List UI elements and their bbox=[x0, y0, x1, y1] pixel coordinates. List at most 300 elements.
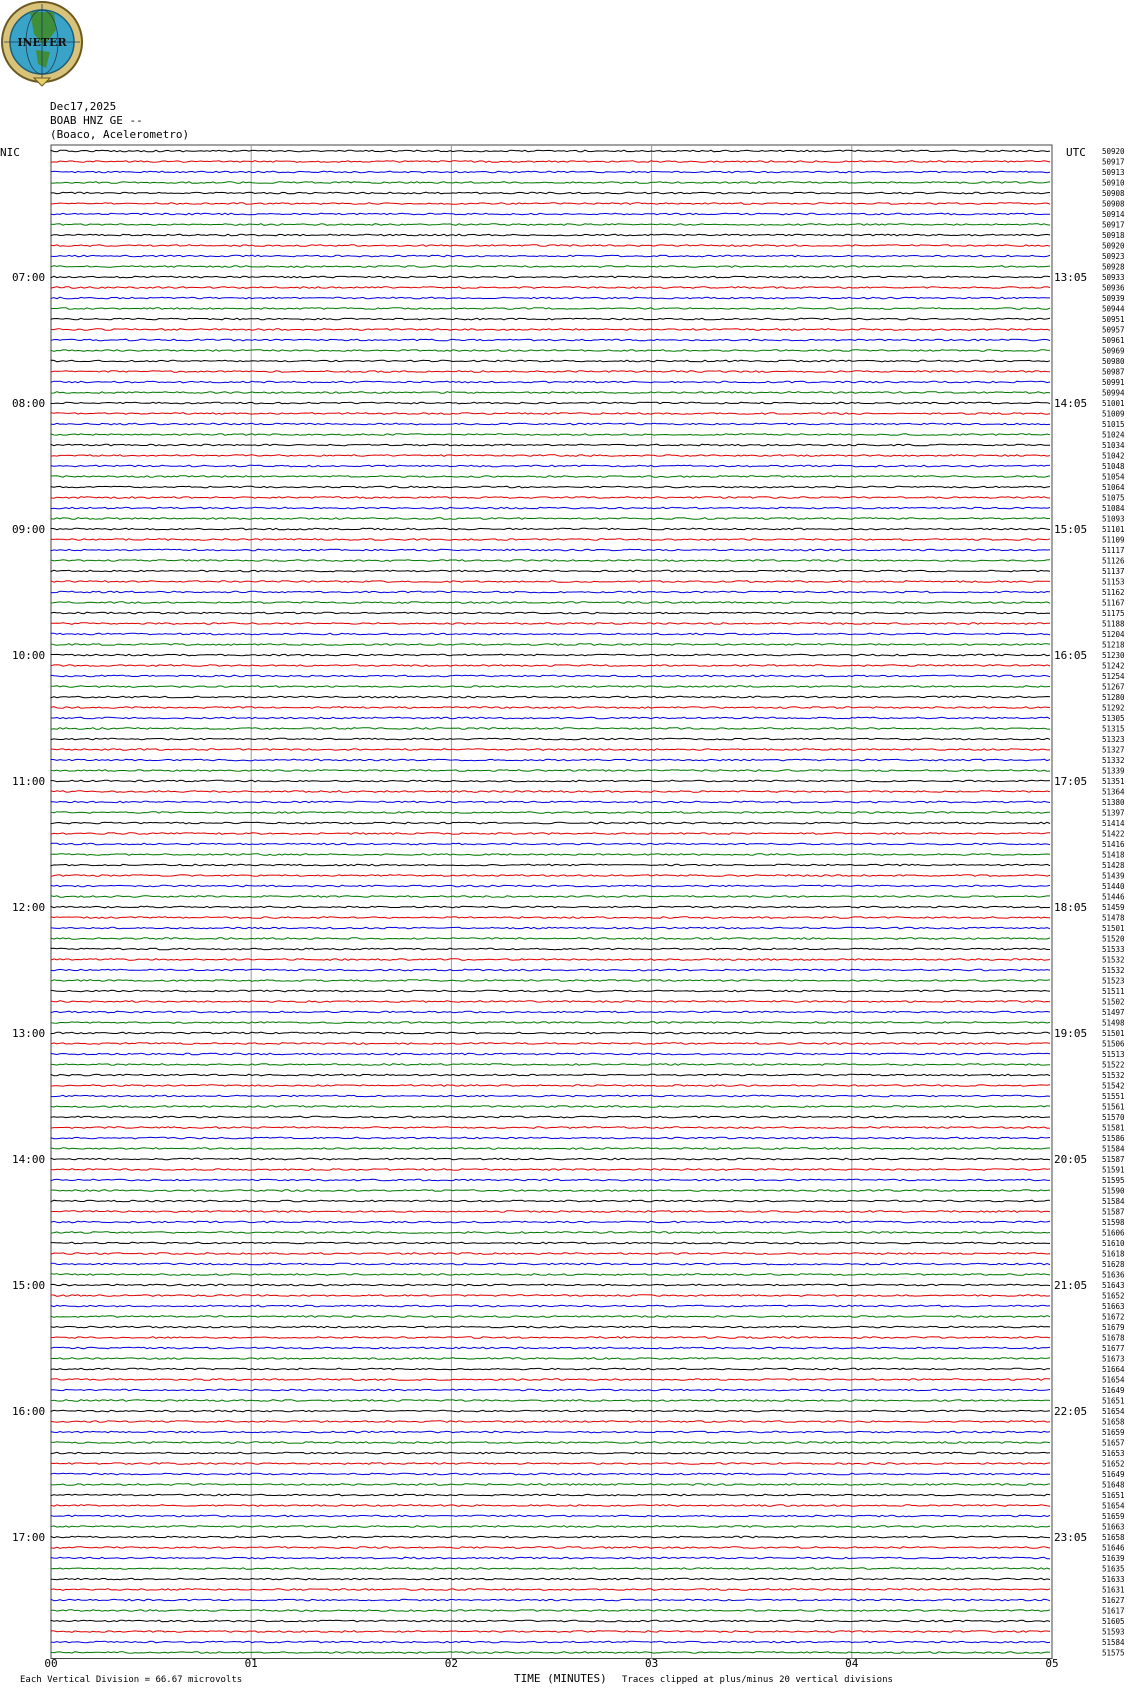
seismic-trace bbox=[51, 791, 1050, 793]
trace-offset-label: 51042 bbox=[1102, 451, 1125, 461]
seismic-trace bbox=[51, 1505, 1050, 1507]
trace-offset-label: 51551 bbox=[1102, 1092, 1125, 1101]
station-location: (Boaco, Acelerometro) bbox=[50, 128, 190, 141]
seismic-trace bbox=[51, 486, 1050, 488]
trace-offset-label: 51663 bbox=[1102, 1522, 1125, 1532]
trace-offset-label: 51315 bbox=[1102, 724, 1125, 734]
seismic-trace bbox=[51, 1158, 1050, 1160]
seismic-trace bbox=[51, 1200, 1050, 1202]
trace-offset-label: 51657 bbox=[1102, 1438, 1125, 1448]
trace-offset-label: 51339 bbox=[1102, 766, 1125, 776]
trace-offset-label: 51635 bbox=[1102, 1564, 1125, 1574]
trace-offset-label: 51280 bbox=[1102, 693, 1125, 702]
trace-offset-label: 50910 bbox=[1102, 178, 1125, 188]
trace-offset-label: 50987 bbox=[1102, 367, 1125, 377]
right-hour-label: 23:05 bbox=[1054, 1531, 1088, 1544]
seismic-trace bbox=[51, 1473, 1050, 1475]
seismic-trace bbox=[51, 1463, 1050, 1465]
seismic-trace bbox=[51, 1232, 1050, 1234]
trace-offset-label: 51327 bbox=[1102, 745, 1125, 755]
seismic-trace bbox=[51, 287, 1050, 289]
seismic-trace bbox=[51, 1011, 1050, 1013]
trace-offset-label: 51654 bbox=[1102, 1501, 1125, 1511]
left-hour-label: 09:00 bbox=[12, 523, 46, 536]
left-hour-label: 11:00 bbox=[12, 775, 46, 788]
seismic-trace bbox=[51, 1358, 1050, 1360]
seismic-trace bbox=[51, 644, 1050, 646]
trace-offset-label: 50969 bbox=[1102, 346, 1125, 356]
trace-offset-label: 51501 bbox=[1102, 1029, 1125, 1038]
trace-offset-label: 51584 bbox=[1102, 1144, 1125, 1154]
seismic-trace bbox=[51, 675, 1050, 677]
trace-offset-label: 51446 bbox=[1102, 892, 1125, 902]
trace-offset-label: 51109 bbox=[1102, 535, 1125, 545]
trace-offset-label: 51351 bbox=[1102, 777, 1125, 786]
seismic-trace bbox=[51, 1316, 1050, 1318]
trace-offset-label: 51323 bbox=[1102, 735, 1125, 744]
trace-offset-label: 51153 bbox=[1102, 577, 1125, 587]
seismic-trace bbox=[51, 1179, 1050, 1181]
right-hour-label: 15:05 bbox=[1054, 523, 1088, 536]
trace-offset-label: 51678 bbox=[1102, 1333, 1125, 1343]
trace-offset-label: 51652 bbox=[1102, 1291, 1125, 1301]
right-hour-label: 22:05 bbox=[1054, 1405, 1088, 1418]
seismic-trace bbox=[51, 192, 1050, 194]
trace-offset-label: 51658 bbox=[1102, 1417, 1125, 1427]
seismic-trace bbox=[51, 728, 1050, 730]
seismic-trace bbox=[51, 1389, 1050, 1391]
right-hour-label: 21:05 bbox=[1054, 1279, 1088, 1292]
seismic-trace bbox=[51, 1452, 1050, 1454]
trace-offset-label: 51575 bbox=[1102, 1648, 1125, 1658]
trace-offset-label: 51522 bbox=[1102, 1060, 1125, 1070]
seismic-trace bbox=[51, 1568, 1050, 1570]
trace-offset-label: 51595 bbox=[1102, 1176, 1125, 1185]
trace-offset-label: 51502 bbox=[1102, 997, 1125, 1007]
trace-offset-label: 51649 bbox=[1102, 1386, 1125, 1395]
seismic-trace bbox=[51, 255, 1050, 257]
left-zone-label: NIC bbox=[0, 146, 20, 159]
seismic-trace bbox=[51, 1116, 1050, 1118]
seismic-trace bbox=[51, 402, 1050, 404]
seismic-trace bbox=[51, 1022, 1050, 1024]
trace-offset-label: 51659 bbox=[1102, 1428, 1125, 1437]
seismic-trace bbox=[51, 1064, 1050, 1066]
trace-offset-label: 51414 bbox=[1102, 819, 1125, 828]
seismic-trace bbox=[51, 591, 1050, 593]
seismic-trace bbox=[51, 759, 1050, 761]
left-hour-label: 12:00 bbox=[12, 901, 46, 914]
seismic-trace bbox=[51, 969, 1050, 971]
trace-offset-label: 51570 bbox=[1102, 1113, 1125, 1122]
trace-offset-label: 51587 bbox=[1102, 1155, 1125, 1164]
seismic-trace bbox=[51, 1652, 1050, 1654]
seismic-trace bbox=[51, 1431, 1050, 1433]
trace-offset-label: 50944 bbox=[1102, 304, 1125, 314]
trace-offset-label: 51542 bbox=[1102, 1081, 1125, 1091]
seismic-trace bbox=[51, 318, 1050, 320]
right-hour-label: 16:05 bbox=[1054, 649, 1088, 662]
seismic-trace bbox=[51, 1095, 1050, 1097]
seismic-trace bbox=[51, 1001, 1050, 1003]
trace-offset-label: 51627 bbox=[1102, 1596, 1125, 1605]
trace-offset-label: 50918 bbox=[1102, 231, 1125, 240]
trace-offset-label: 51605 bbox=[1102, 1617, 1125, 1626]
trace-offset-label: 51584 bbox=[1102, 1197, 1125, 1206]
trace-offset-label: 51658 bbox=[1102, 1533, 1125, 1542]
seismic-trace bbox=[51, 1515, 1050, 1517]
seismic-trace bbox=[51, 150, 1050, 152]
seismic-trace bbox=[51, 875, 1050, 877]
trace-offset-label: 50917 bbox=[1102, 157, 1125, 167]
seismic-trace bbox=[51, 1326, 1050, 1328]
seismic-trace bbox=[51, 843, 1050, 845]
seismic-trace bbox=[51, 434, 1050, 436]
seismic-trace bbox=[51, 392, 1050, 394]
seismic-trace bbox=[51, 339, 1050, 341]
trace-offset-label: 51001 bbox=[1102, 399, 1125, 408]
seismic-trace bbox=[51, 171, 1050, 173]
seismic-trace bbox=[51, 1421, 1050, 1423]
trace-offset-label: 51581 bbox=[1102, 1123, 1125, 1133]
trace-offset-label: 51652 bbox=[1102, 1459, 1125, 1469]
seismic-trace bbox=[51, 980, 1050, 982]
seismic-trace bbox=[51, 633, 1050, 635]
seismic-trace bbox=[51, 665, 1050, 667]
seismic-trace bbox=[51, 1295, 1050, 1297]
trace-offset-label: 51254 bbox=[1102, 672, 1125, 681]
trace-offset-label: 51218 bbox=[1102, 640, 1125, 650]
seismic-trace bbox=[51, 1085, 1050, 1087]
trace-offset-label: 50957 bbox=[1102, 325, 1125, 335]
seismic-trace bbox=[51, 1368, 1050, 1370]
seismic-trace bbox=[51, 1620, 1050, 1622]
seismic-trace bbox=[51, 1442, 1050, 1444]
trace-offset-label: 50933 bbox=[1102, 273, 1125, 282]
trace-offset-label: 51590 bbox=[1102, 1186, 1125, 1196]
seismic-trace bbox=[51, 465, 1050, 467]
seismic-trace bbox=[51, 1379, 1050, 1381]
trace-offset-label: 50917 bbox=[1102, 220, 1125, 230]
seismic-trace bbox=[51, 1494, 1050, 1496]
seismic-trace bbox=[51, 329, 1050, 331]
trace-offset-label: 51242 bbox=[1102, 661, 1125, 671]
trace-offset-label: 50961 bbox=[1102, 336, 1125, 345]
seismic-trace bbox=[51, 854, 1050, 856]
seismic-trace bbox=[51, 738, 1050, 740]
seismic-trace bbox=[51, 623, 1050, 625]
left-hour-label: 07:00 bbox=[12, 271, 46, 284]
trace-offset-label: 51126 bbox=[1102, 556, 1125, 566]
trace-offset-label: 51659 bbox=[1102, 1512, 1125, 1521]
trace-offset-label: 51292 bbox=[1102, 703, 1125, 713]
seismic-trace bbox=[51, 1043, 1050, 1045]
trace-offset-label: 51064 bbox=[1102, 483, 1125, 492]
seismic-trace bbox=[51, 182, 1050, 184]
seismic-trace bbox=[51, 350, 1050, 352]
trace-offset-label: 51523 bbox=[1102, 976, 1125, 986]
trace-offset-label: 51606 bbox=[1102, 1228, 1125, 1238]
trace-offset-label: 51584 bbox=[1102, 1638, 1125, 1647]
trace-offset-label: 51651 bbox=[1102, 1491, 1125, 1500]
trace-offset-label: 51532 bbox=[1102, 955, 1125, 965]
trace-offset-label: 50908 bbox=[1102, 199, 1125, 209]
seismic-trace bbox=[51, 822, 1050, 824]
seismic-trace bbox=[51, 1127, 1050, 1129]
trace-offset-label: 51663 bbox=[1102, 1302, 1125, 1311]
trace-offset-label: 51397 bbox=[1102, 808, 1125, 818]
trace-offset-label: 51593 bbox=[1102, 1627, 1125, 1637]
seismic-trace bbox=[51, 1284, 1050, 1286]
trace-offset-label: 50928 bbox=[1102, 262, 1125, 272]
seismic-trace bbox=[51, 476, 1050, 478]
seismic-trace bbox=[51, 927, 1050, 929]
vertical-division-note: Each Vertical Division = 66.67 microvolts bbox=[20, 1675, 243, 1685]
trace-offset-label: 51117 bbox=[1102, 546, 1125, 555]
left-hour-label: 15:00 bbox=[12, 1279, 46, 1292]
trace-offset-label: 51636 bbox=[1102, 1270, 1125, 1280]
trace-offset-label: 51649 bbox=[1102, 1470, 1125, 1479]
seismic-trace bbox=[51, 959, 1050, 961]
seismic-trace bbox=[51, 1484, 1050, 1486]
seismic-trace bbox=[51, 1526, 1050, 1528]
seismic-trace bbox=[51, 245, 1050, 247]
trace-offset-label: 51648 bbox=[1102, 1480, 1125, 1490]
seismic-trace bbox=[51, 1347, 1050, 1349]
seismic-trace bbox=[51, 602, 1050, 604]
right-hour-label: 13:05 bbox=[1054, 271, 1088, 284]
trace-offset-label: 50980 bbox=[1102, 357, 1125, 366]
right-hour-label: 19:05 bbox=[1054, 1027, 1088, 1040]
trace-offset-label: 51416 bbox=[1102, 840, 1125, 849]
seismic-trace bbox=[51, 1032, 1050, 1034]
seismic-trace bbox=[51, 1610, 1050, 1612]
trace-offset-label: 51034 bbox=[1102, 441, 1125, 450]
trace-offset-label: 51618 bbox=[1102, 1249, 1125, 1259]
seismic-trace bbox=[51, 885, 1050, 887]
trace-offset-label: 51175 bbox=[1102, 609, 1125, 618]
trace-offset-label: 51267 bbox=[1102, 682, 1125, 692]
trace-offset-label: 51639 bbox=[1102, 1554, 1125, 1563]
seismic-trace bbox=[51, 906, 1050, 908]
seismic-trace bbox=[51, 1106, 1050, 1108]
trace-offset-label: 51204 bbox=[1102, 630, 1125, 639]
trace-offset-label: 51598 bbox=[1102, 1218, 1125, 1227]
trace-offset-label: 51084 bbox=[1102, 504, 1125, 513]
trace-offset-label: 51230 bbox=[1102, 651, 1125, 660]
seismic-trace bbox=[51, 423, 1050, 425]
seismic-trace bbox=[51, 1242, 1050, 1244]
trace-offset-label: 51459 bbox=[1102, 903, 1125, 912]
trace-offset-label: 51610 bbox=[1102, 1239, 1125, 1248]
seismic-trace bbox=[51, 1578, 1050, 1580]
seismic-trace bbox=[51, 213, 1050, 215]
seismic-trace bbox=[51, 1305, 1050, 1307]
seismic-trace bbox=[51, 686, 1050, 688]
seismic-trace bbox=[51, 780, 1050, 782]
seismic-trace bbox=[51, 801, 1050, 803]
trace-offset-label: 51332 bbox=[1102, 756, 1125, 765]
trace-offset-label: 51651 bbox=[1102, 1396, 1125, 1406]
seismic-trace bbox=[51, 833, 1050, 835]
trace-offset-label: 51418 bbox=[1102, 850, 1125, 860]
seismic-trace bbox=[51, 570, 1050, 572]
trace-offset-label: 51633 bbox=[1102, 1575, 1125, 1584]
seismic-trace bbox=[51, 1410, 1050, 1412]
trace-offset-label: 51439 bbox=[1102, 871, 1125, 881]
seismic-trace bbox=[51, 1074, 1050, 1076]
seismic-trace bbox=[51, 1599, 1050, 1601]
trace-offset-label: 51137 bbox=[1102, 567, 1125, 576]
trace-offset-label: 51428 bbox=[1102, 861, 1125, 870]
trace-offset-label: 51513 bbox=[1102, 1050, 1125, 1059]
seismic-trace bbox=[51, 528, 1050, 530]
trace-offset-label: 51478 bbox=[1102, 913, 1125, 923]
seismic-trace bbox=[51, 1137, 1050, 1139]
seismic-trace bbox=[51, 948, 1050, 950]
seismic-trace bbox=[51, 371, 1050, 373]
left-hour-label: 17:00 bbox=[12, 1531, 46, 1544]
trace-offset-label: 51673 bbox=[1102, 1354, 1125, 1364]
x-tick-label: 04 bbox=[845, 1657, 859, 1670]
trace-offset-label: 51305 bbox=[1102, 714, 1125, 723]
seismic-trace bbox=[51, 896, 1050, 898]
seismic-trace bbox=[51, 560, 1050, 562]
seismic-trace bbox=[51, 266, 1050, 268]
seismic-trace bbox=[51, 938, 1050, 940]
trace-offset-label: 51679 bbox=[1102, 1323, 1125, 1332]
seismic-trace bbox=[51, 1400, 1050, 1402]
trace-offset-label: 51167 bbox=[1102, 598, 1125, 608]
trace-offset-label: 51188 bbox=[1102, 619, 1125, 629]
seismic-trace bbox=[51, 990, 1050, 992]
trace-offset-label: 51532 bbox=[1102, 966, 1125, 975]
x-tick-label: 01 bbox=[244, 1657, 258, 1670]
seismic-trace bbox=[51, 612, 1050, 614]
trace-offset-label: 51561 bbox=[1102, 1102, 1125, 1112]
left-hour-label: 13:00 bbox=[12, 1027, 46, 1040]
trace-offset-label: 50936 bbox=[1102, 283, 1125, 293]
trace-offset-label: 51677 bbox=[1102, 1344, 1125, 1353]
seismic-trace bbox=[51, 1274, 1050, 1276]
x-tick-label: 02 bbox=[444, 1657, 459, 1670]
trace-offset-label: 51024 bbox=[1102, 430, 1125, 440]
trace-offset-label: 51654 bbox=[1102, 1375, 1125, 1385]
logo-text: INETER bbox=[17, 36, 67, 49]
right-hour-label: 20:05 bbox=[1054, 1153, 1088, 1166]
seismic-trace bbox=[51, 1589, 1050, 1591]
seismic-trace bbox=[51, 1221, 1050, 1223]
trace-offset-label: 51511 bbox=[1102, 987, 1125, 996]
trace-offset-label: 50908 bbox=[1102, 189, 1125, 198]
trace-offset-label: 51101 bbox=[1102, 525, 1125, 534]
seismic-trace bbox=[51, 749, 1050, 751]
trace-offset-label: 51162 bbox=[1102, 588, 1125, 597]
seismic-trace bbox=[51, 581, 1050, 583]
trace-offset-label: 50913 bbox=[1102, 168, 1125, 177]
trace-offset-label: 51664 bbox=[1102, 1365, 1125, 1374]
seismic-trace bbox=[51, 234, 1050, 236]
trace-offset-label: 50923 bbox=[1102, 252, 1125, 261]
seismic-trace bbox=[51, 812, 1050, 814]
seismic-trace bbox=[51, 654, 1050, 656]
seismic-trace bbox=[51, 444, 1050, 446]
trace-offset-label: 51054 bbox=[1102, 472, 1125, 482]
seismic-trace bbox=[51, 161, 1050, 163]
station-code: BOAB HNZ GE -- bbox=[50, 114, 143, 127]
x-axis-label: TIME (MINUTES) bbox=[514, 1672, 607, 1685]
seismic-trace bbox=[51, 1641, 1050, 1643]
seismic-trace bbox=[51, 507, 1050, 509]
seismic-trace bbox=[51, 1211, 1050, 1213]
seismic-trace bbox=[51, 696, 1050, 698]
trace-offset-label: 51587 bbox=[1102, 1207, 1125, 1217]
trace-offset-label: 51631 bbox=[1102, 1585, 1125, 1595]
trace-offset-label: 50939 bbox=[1102, 294, 1125, 303]
seismic-trace bbox=[51, 308, 1050, 310]
seismic-trace bbox=[51, 413, 1050, 415]
clipping-note: Traces clipped at plus/minus 20 vertical divisions bbox=[622, 1675, 893, 1685]
left-hour-label: 08:00 bbox=[12, 397, 46, 410]
trace-offset-label: 51498 bbox=[1102, 1018, 1125, 1028]
seismic-trace bbox=[51, 203, 1050, 205]
trace-offset-label: 51617 bbox=[1102, 1606, 1125, 1616]
seismic-trace bbox=[51, 1631, 1050, 1633]
seismic-trace bbox=[51, 224, 1050, 226]
trace-offset-label: 51380 bbox=[1102, 798, 1125, 807]
seismic-trace bbox=[51, 1148, 1050, 1150]
left-hour-label: 14:00 bbox=[12, 1153, 46, 1166]
seismic-trace bbox=[51, 497, 1050, 499]
seismic-trace bbox=[51, 381, 1050, 383]
seismic-trace bbox=[51, 864, 1050, 866]
seismic-trace bbox=[51, 717, 1050, 719]
trace-offset-label: 51009 bbox=[1102, 409, 1125, 419]
seismic-trace bbox=[51, 770, 1050, 772]
trace-offset-label: 50951 bbox=[1102, 315, 1125, 324]
x-tick-label: 00 bbox=[44, 1657, 58, 1670]
trace-offset-label: 51532 bbox=[1102, 1071, 1125, 1080]
seismic-trace bbox=[51, 360, 1050, 362]
seismic-trace bbox=[51, 1337, 1050, 1339]
seismic-trace bbox=[51, 297, 1050, 299]
left-hour-label: 10:00 bbox=[12, 649, 46, 662]
trace-offset-label: 51506 bbox=[1102, 1039, 1125, 1049]
trace-offset-label: 51643 bbox=[1102, 1281, 1125, 1290]
seismic-trace bbox=[51, 549, 1050, 551]
trace-offset-label: 51628 bbox=[1102, 1260, 1125, 1269]
trace-offset-label: 50991 bbox=[1102, 378, 1125, 387]
trace-offset-label: 51653 bbox=[1102, 1449, 1125, 1458]
seismic-trace bbox=[51, 1190, 1050, 1192]
right-hour-label: 18:05 bbox=[1054, 901, 1088, 914]
plot-date: Dec17,2025 bbox=[50, 100, 117, 113]
trace-offset-label: 51591 bbox=[1102, 1165, 1125, 1175]
left-hour-label: 16:00 bbox=[12, 1405, 46, 1418]
seismic-trace bbox=[51, 518, 1050, 520]
trace-offset-label: 51093 bbox=[1102, 514, 1125, 524]
seismic-trace bbox=[51, 1536, 1050, 1538]
right-zone-label: UTC bbox=[1066, 146, 1086, 159]
trace-offset-label: 51520 bbox=[1102, 934, 1125, 944]
seismic-trace bbox=[51, 707, 1050, 709]
trace-offset-label: 51048 bbox=[1102, 462, 1125, 471]
seismic-trace bbox=[51, 539, 1050, 541]
trace-offset-label: 51646 bbox=[1102, 1543, 1125, 1553]
trace-offset-label: 51533 bbox=[1102, 945, 1125, 954]
seismic-trace bbox=[51, 1053, 1050, 1055]
trace-offset-label: 51586 bbox=[1102, 1134, 1125, 1143]
